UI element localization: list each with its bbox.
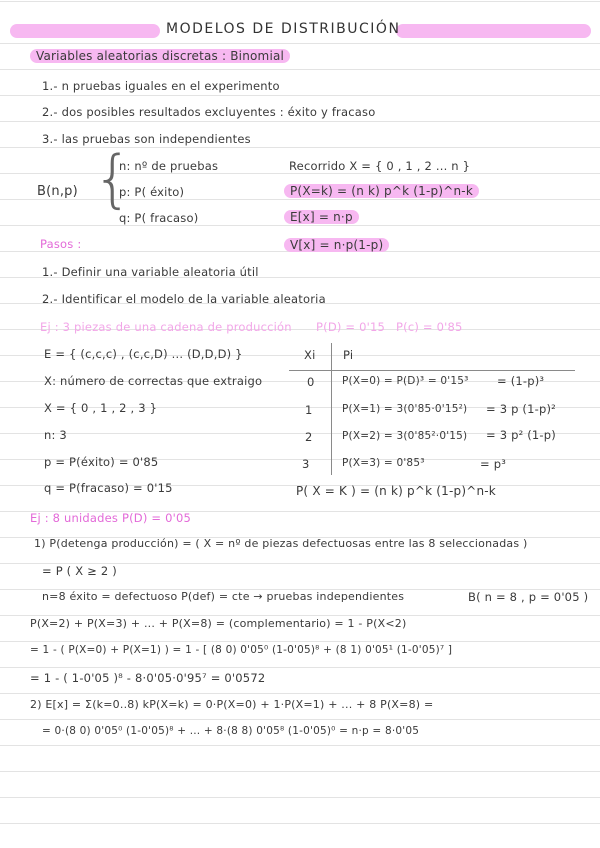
table-horizontal-rule bbox=[289, 370, 575, 371]
q-definition: q: P( fracaso) bbox=[119, 211, 199, 225]
step-1: 1.- Definir una variable aleatoria útil bbox=[42, 265, 259, 279]
expectation-formula: E[x] = n·p bbox=[284, 210, 359, 224]
q-value: q = P(fracaso) = 0'15 bbox=[44, 481, 173, 495]
p-value: p = P(éxito) = 0'85 bbox=[44, 455, 159, 469]
table-vertical-rule bbox=[331, 343, 332, 475]
table-row-p: P(X=1) = 3(0'85·0'15²) bbox=[342, 403, 468, 415]
variable-definition: X: número de correctas que extraigo bbox=[44, 374, 263, 388]
title-highlight-left bbox=[10, 24, 160, 38]
general-pmf: P( X = K ) = (n k) p^k (1-p)^n-k bbox=[296, 484, 496, 498]
table-row-eq: = 3 p² (1-p) bbox=[486, 428, 556, 442]
range-text: Recorrido X = { 0 , 1 , 2 ... n } bbox=[289, 159, 471, 173]
result-line: = 1 - ( 1-0'05 )⁸ - 8·0'05·0'95⁷ = 0'0572 bbox=[30, 671, 266, 685]
variable-range: X = { 0 , 1 , 2 , 3 } bbox=[44, 401, 158, 415]
n-value: n: 3 bbox=[44, 428, 67, 442]
table-row-x: 2 bbox=[305, 430, 313, 444]
pmf-formula: P(X=k) = (n k) p^k (1-p)^n-k bbox=[284, 184, 479, 198]
table-row-x: 1 bbox=[305, 403, 313, 417]
example1-pc: P(c) = 0'85 bbox=[396, 320, 463, 334]
variance-formula: V[x] = n·p(1-p) bbox=[284, 238, 389, 252]
example2-setup: n=8 éxito = defectuoso P(def) = cte → pruebas independientes bbox=[42, 590, 405, 603]
title-highlight-right bbox=[396, 24, 591, 38]
table-row-eq: = p³ bbox=[480, 457, 507, 471]
p-definition: p: P( éxito) bbox=[119, 185, 185, 199]
example2-heading: Ej : 8 unidades P(D) = 0'05 bbox=[30, 511, 191, 525]
n-definition: n: nº de pruebas bbox=[119, 159, 219, 173]
property-3: 3.- las pruebas son independientes bbox=[42, 132, 251, 146]
example1-heading: Ej : 3 piezas de una cadena de producción bbox=[40, 320, 292, 334]
table-row-p: P(X=2) = 3(0'85²·0'15) bbox=[342, 430, 468, 442]
question-1-equation: = P ( X ≥ 2 ) bbox=[42, 564, 117, 578]
question-2: 2) E[x] = Σ(k=0..8) kP(X=k) = 0·P(X=0) + 1·P(X=1) + ... + 8 P(X=8) = bbox=[30, 698, 434, 711]
question-1: 1) P(detenga producción) = ( X = nº de piezas defectuosas entre las 8 seleccionadas ) bbox=[34, 537, 528, 550]
property-2: 2.- dos posibles resultados excluyentes : éxito y fracaso bbox=[42, 105, 376, 119]
section-subtitle: Variables aleatorias discretas : Binomial bbox=[30, 49, 290, 63]
property-1: 1.- n pruebas iguales en el experimento bbox=[42, 79, 280, 93]
steps-label: Pasos : bbox=[40, 237, 82, 251]
brace-icon: { bbox=[93, 142, 133, 215]
step-2: 2.- Identificar el modelo de la variable aleatoria bbox=[42, 292, 326, 306]
page-title: MODELOS DE DISTRIBUCIÓN bbox=[166, 21, 401, 37]
table-row-x: 3 bbox=[302, 457, 310, 471]
sample-space: E = { (c,c,c) , (c,c,D) ... (D,D,D) } bbox=[44, 347, 243, 361]
table-row-x: 0 bbox=[307, 375, 315, 389]
sum-line: P(X=2) + P(X=3) + ... + P(X=8) = (complementario) = 1 - P(X<2) bbox=[30, 617, 407, 630]
table-row-p: P(X=0) = P(D)³ = 0'15³ bbox=[342, 375, 469, 387]
table-header-x: Xi bbox=[304, 348, 316, 362]
question-2-equation: = 0·(8 0) 0'05⁰ (1-0'05)⁸ + ... + 8·(8 8) 0'05⁸ (1-0'05)⁰ = n·p = 8·0'05 bbox=[42, 725, 420, 737]
example1-pd: P(D) = 0'15 bbox=[316, 320, 386, 334]
example2-model: B( n = 8 , p = 0'05 ) bbox=[468, 590, 589, 604]
table-header-p: Pi bbox=[343, 348, 354, 362]
table-row-p: P(X=3) = 0'85³ bbox=[342, 457, 425, 469]
table-row-eq: = (1-p)³ bbox=[497, 374, 545, 388]
complement-line: = 1 - ( P(X=0) + P(X=1) ) = 1 - [ (8 0) 0'05⁰ (1-0'05)⁸ + (8 1) 0'05¹ (1-0'05)⁷ ] bbox=[30, 644, 453, 656]
table-row-eq: = 3 p (1-p)² bbox=[486, 402, 556, 416]
binomial-name: B(n,p) bbox=[37, 184, 78, 199]
